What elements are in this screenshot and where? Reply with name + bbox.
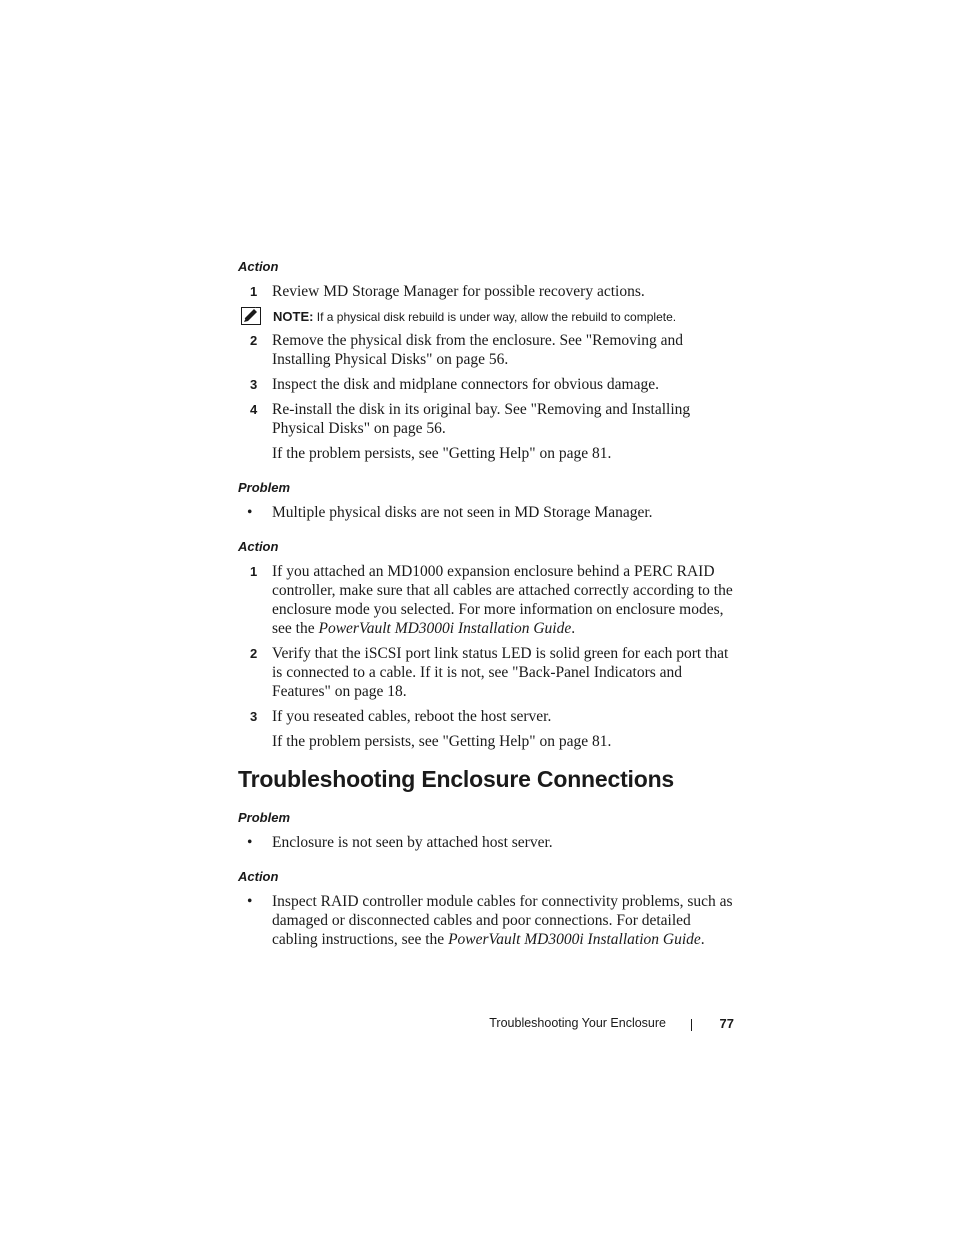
guide-title: PowerVault MD3000i Installation Guide [318, 620, 572, 637]
footer-divider [691, 1019, 692, 1031]
step-item [238, 562, 738, 638]
problem-heading: Problem [238, 480, 291, 495]
note-pencil-icon [241, 307, 261, 325]
step-text: Verify that the iSCSI port link status LED is solid green for each port that is connected to a cable. If it is not, see "Back-Panel Indicators and Features" on page 18. [272, 645, 729, 700]
step-number: 2 [250, 646, 258, 661]
followup-text: If the problem persists, see "Getting Help" on page 81. [272, 445, 612, 462]
step-number: 3 [250, 377, 258, 392]
followup-text: If the problem persists, see "Getting Help" on page 81. [272, 733, 612, 750]
page-footer [480, 1016, 736, 1034]
step-text: If you reseated cables, reboot the host server. [272, 708, 552, 725]
step-number: 2 [250, 333, 258, 348]
section-title: Troubleshooting Enclosure Connections [238, 766, 675, 792]
bullet-item [238, 503, 738, 522]
step-text: Inspect the disk and midplane connectors for obvious damage. [272, 376, 659, 393]
step-item [238, 375, 738, 394]
step-item [238, 400, 738, 438]
step-text-end: . [571, 620, 576, 637]
note-text: If a physical disk rebuild is under way, allow the rebuild to complete. [313, 310, 677, 324]
bullet-item [238, 892, 738, 949]
bullet-icon: • [247, 504, 253, 521]
bullet-item [238, 833, 738, 852]
guide-title: PowerVault MD3000i Installation Guide [448, 931, 701, 948]
action-heading: Action [238, 259, 279, 274]
action-heading: Action [238, 539, 279, 554]
step-item [238, 282, 738, 301]
footer-title: Troubleshooting Your Enclosure [489, 1016, 666, 1030]
bullet-text: Enclosure is not seen by attached host server. [272, 834, 553, 851]
step-number: 1 [250, 284, 258, 299]
content-column [238, 258, 738, 955]
step-item [238, 331, 738, 369]
page-number: 77 [719, 1016, 734, 1031]
step-number: 3 [250, 709, 258, 724]
bullet-text: Inspect RAID controller module cables for connectivity problems, such as damaged or disconnected cables and poor connections. For detailed cabling instructions, see the [272, 893, 733, 948]
step-item [238, 707, 738, 726]
note-callout [238, 307, 738, 327]
step-number: 4 [250, 402, 258, 417]
bullet-icon: • [247, 834, 253, 851]
step-item [238, 644, 738, 701]
action-heading: Action [238, 869, 279, 884]
step-number: 1 [250, 564, 258, 579]
bullet-icon: • [247, 893, 253, 910]
bullet-text-end: . [700, 931, 705, 948]
problem-heading: Problem [238, 810, 291, 825]
note-label: NOTE: [273, 309, 314, 324]
step-text: If you attached an MD1000 expansion enclosure behind a PERC RAID controller, make sure that all cables are attached correctly according to the enclosure mode you selected. For more information on enclosure modes, see the [272, 563, 733, 637]
step-text: Remove the physical disk from the enclosure. See "Removing and Installing Physical Disks" on page 56. [272, 332, 683, 368]
bullet-text: Multiple physical disks are not seen in MD Storage Manager. [272, 504, 653, 521]
step-text: Review MD Storage Manager for possible recovery actions. [272, 283, 645, 300]
step-text: Re-install the disk in its original bay. See "Removing and Installing Physical Disks" on page 56. [272, 401, 691, 437]
